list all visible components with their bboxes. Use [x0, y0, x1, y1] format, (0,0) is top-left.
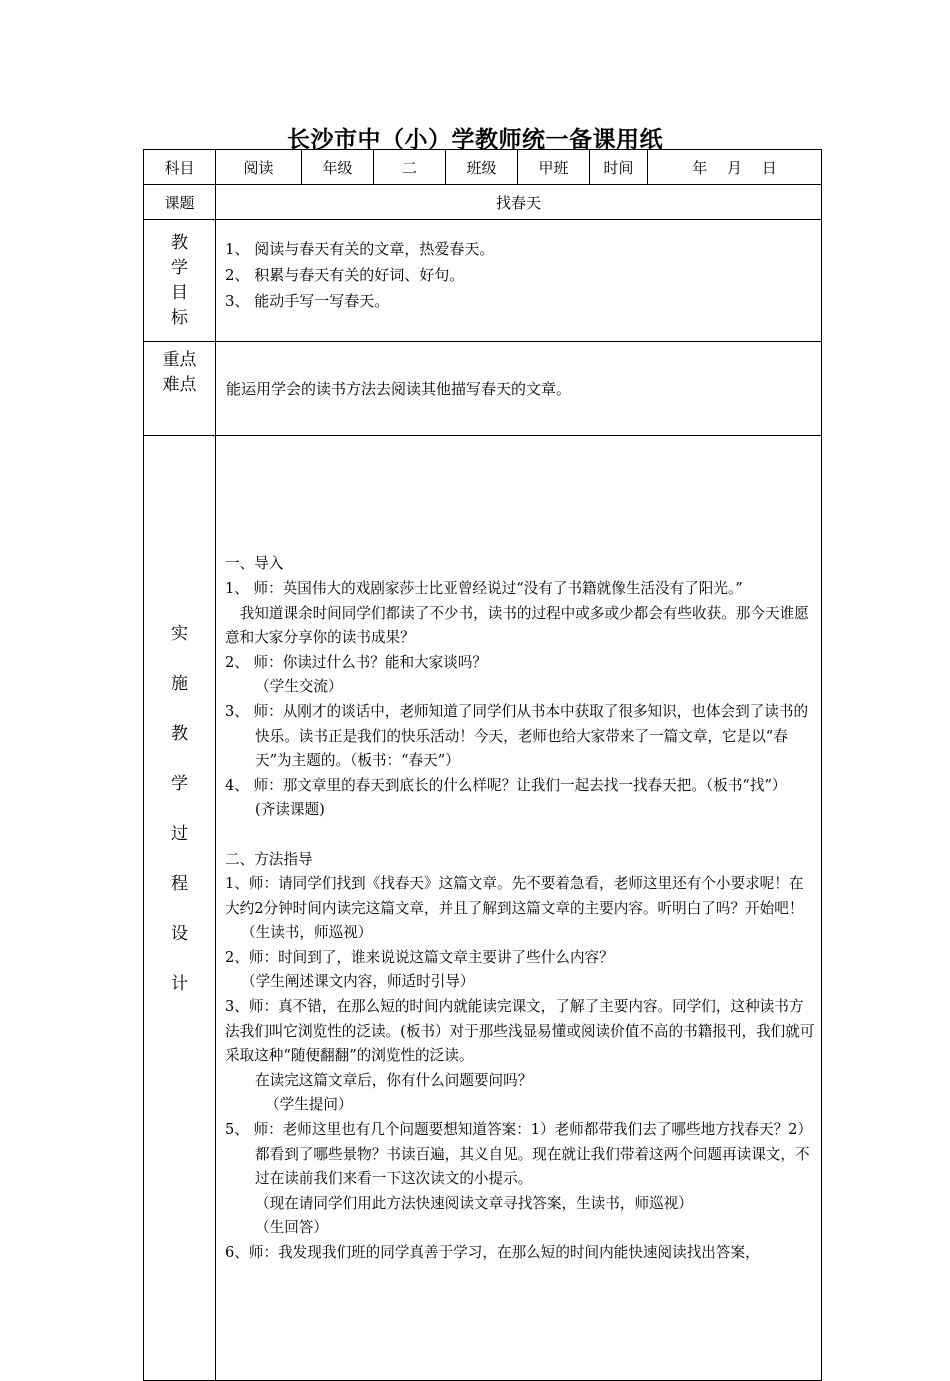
design-row: [144, 436, 822, 1381]
paragraph: 1、 师：英国伟大的戏剧家莎士比亚曾经说过“没有了书籍就像生活没有了阳光。”: [225, 579, 743, 597]
subject-label: 科目: [144, 150, 216, 185]
goal-item: 3、 能动手写一写春天。: [225, 292, 390, 310]
paragraph: 5、 师：老师这里也有几个问题要想知道答案：1）老师都带我们去了哪些地方找春天？2）都看到了哪些景物？书读百遍，其义自见。现在就让我们带着这两个问题再读课文，不过在读前我们来看一下这次读文的小提示。: [225, 1121, 813, 1188]
paragraph: （学生阐述课文内容，师适时引导）: [241, 973, 475, 991]
grade-label: 年级: [302, 150, 374, 185]
paragraph: 3、师：真不错，在那么短的时间内就能读完课文，了解了主要内容。同学们，这种读书方法我们叫它浏览性的泛读。(板书）对于那些浅显易懂或阅读价值不高的书籍报刊，我们就可采取这种“随便翻翻”的浏览性的泛读。: [225, 998, 815, 1065]
goals-label: 教 学 目 标: [144, 220, 216, 342]
topic-row: [144, 185, 822, 220]
grade-value: 二: [374, 150, 446, 185]
subject-value: 阅读: [216, 150, 302, 185]
paragraph: （生回答）: [255, 1219, 328, 1237]
paragraph: （生读书，师巡视）: [241, 924, 373, 942]
section-heading-method: 二、方法指导: [225, 850, 313, 868]
paragraph: 3、 师：从刚才的谈话中，老师知道了同学们从书本中获取了很多知识，也体会到了读书的快乐。读书正是我们的快乐活动！今天，老师也给大家带来了一篇文章，它是以“春天”为主题的。（板书：“春天”）: [225, 702, 809, 770]
paragraph: 2、 师：你读过什么书？能和大家谈吗？: [225, 653, 488, 671]
paragraph: 我知道课余时间同学们都读了不少书，读书的过程中或多或少都会有些收获。那今天谁愿意和大家分享你的读书成果？: [225, 604, 809, 647]
key-points-text: 能运用学会的读书方法去阅读其他描写春天的文章。: [216, 342, 822, 436]
time-label: 时间: [590, 150, 648, 185]
time-value: 年 月 日: [648, 150, 822, 185]
paragraph: (齐读课题): [255, 801, 325, 819]
goal-item: 2、 积累与春天有关的好词、好句。: [225, 266, 465, 284]
goals-row: [144, 220, 822, 342]
paragraph: （现在请同学们用此方法快速阅读文章寻找答案，生读书，师巡视）: [255, 1194, 693, 1212]
paragraph: 1、师：请同学们找到《找春天》这篇文章。先不要着急看，老师这里还有个小要求呢！在大约2分钟时间内读完这篇文章，并且了解到这篇文章的主要内容。听明白了吗？开始吧！: [225, 875, 804, 917]
goal-item: 1、 阅读与春天有关的文章，热爱春天。: [225, 240, 495, 258]
design-label: 实 施 教 学 过 程 设 计: [144, 436, 216, 1381]
topic-label: 课题: [144, 185, 216, 220]
paragraph: （学生提问）: [265, 1096, 353, 1114]
page-title: 长沙市中（小）学教师统一备课用纸: [287, 126, 663, 153]
paragraph: 在读完这篇文章后，你有什么问题要问吗？: [255, 1071, 533, 1089]
design-content: [216, 436, 822, 1381]
class-value: 甲班: [518, 150, 590, 185]
paragraph: 2、师：时间到了，谁来说说这篇文章主要讲了些什么内容？: [225, 948, 614, 966]
topic-value: 找春天: [216, 185, 822, 220]
header-row: [144, 150, 822, 185]
blank-line: [225, 823, 817, 848]
paragraph: （学生交流）: [255, 678, 343, 696]
paragraph: 6、师：我发现我们班的同学真善于学习，在那么短的时间内能快速阅读找出答案，: [225, 1244, 760, 1262]
lesson-plan-table: [143, 149, 822, 1381]
key-points-label: 重点 难点: [144, 342, 216, 436]
paragraph: 4、 师：那文章里的春天到底长的什么样呢？让我们一起去找一找春天把。（板书“找”）: [225, 776, 787, 794]
section-heading-intro: 一、导入: [225, 555, 284, 573]
key-points-row: [144, 342, 822, 436]
goals-list: [216, 220, 822, 342]
class-label: 班级: [446, 150, 518, 185]
